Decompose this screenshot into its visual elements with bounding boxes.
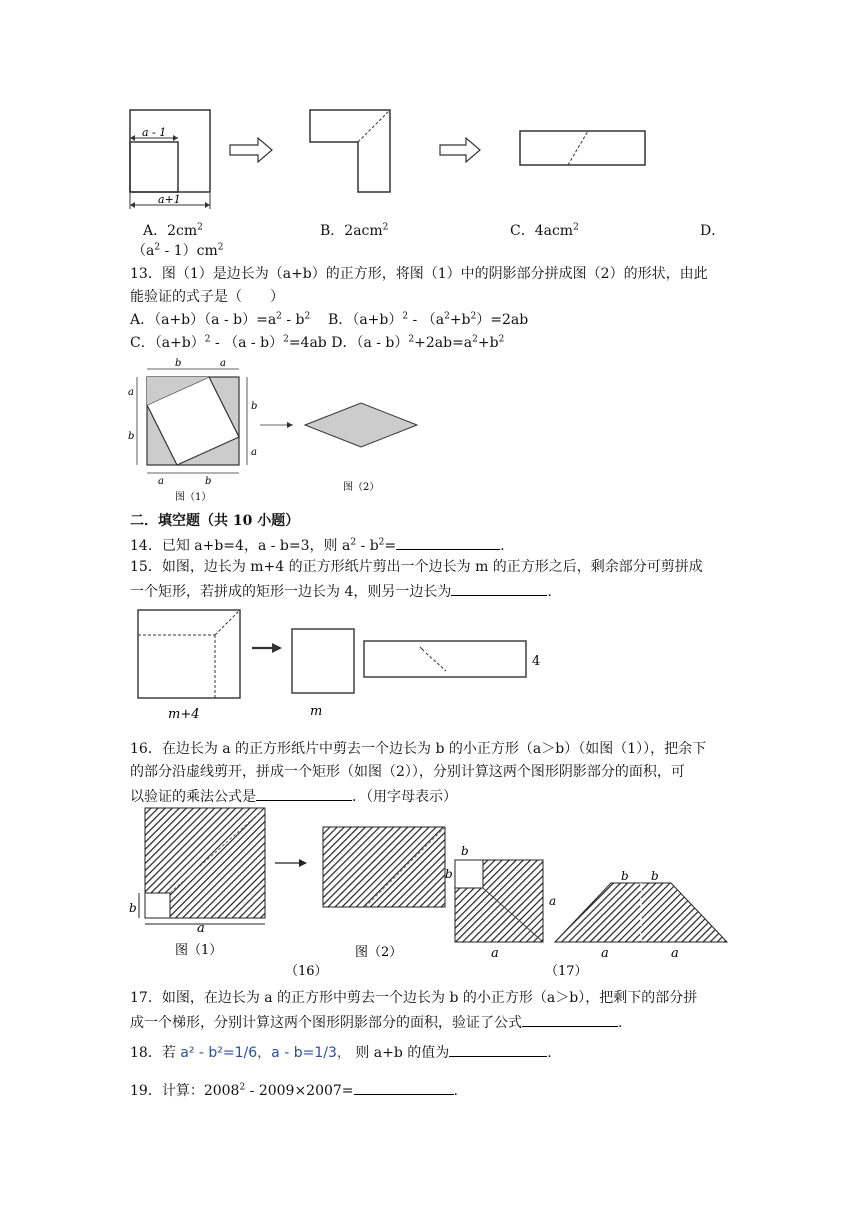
q16-q17-figure xyxy=(125,805,735,980)
q13-figure xyxy=(125,357,425,507)
q13-option-d: D．$(a - b)^2+2ab=a^2+b^2$ xyxy=(331,334,505,351)
q13-options-cd xyxy=(130,334,504,352)
q13-dim-right-b: b xyxy=(251,401,258,412)
q13-fig1-caption: 图（1） xyxy=(175,492,212,503)
section-title: 二．填空题（共 10 小题） xyxy=(130,513,300,529)
q16-caption: （16） xyxy=(285,964,328,979)
q14: 14．已知 a+b=4，a - b=3，则 $a^2 - b^2=$ . xyxy=(130,535,505,555)
q15-answer-blank[interactable] xyxy=(451,581,547,596)
q17-square-label-a-bottom: a xyxy=(491,946,499,961)
q12-option-b: B．2acm$^2$ xyxy=(320,222,389,239)
q13-option-b: B．$(a+b)^2 - (a^2+b^2)=2ab$ xyxy=(328,311,529,328)
q18: 18．若 a² - b²=1/6，a - b=1/3， 则 a+b 的值为 . xyxy=(130,1042,552,1062)
q15-figure xyxy=(130,605,550,720)
q13-dim-left-b: b xyxy=(128,431,135,442)
q12-label-top: a - 1 xyxy=(142,126,167,139)
q13-option-c: C．$(a+b)^2 - (a - b)^2=4ab$ xyxy=(130,334,327,351)
q13-dim-bottom-b: b xyxy=(205,476,212,487)
q13-fig2-caption: 图（2） xyxy=(343,482,380,493)
q12-option-d-cont: $(a^2 - 1)cm^2$ xyxy=(132,242,224,259)
q17-line-1: 17．如图，在边长为 a 的正方形中剪去一个边长为 b 的小正方形（a＞b），把剩下的部分拼 xyxy=(130,990,698,1006)
q13-dim-left-a: a xyxy=(128,387,134,398)
q13-option-a: A．$(a+b)(a - b)=a^2 - b^2$ xyxy=(130,311,311,328)
q18-condition: a² - b²=1/6，a - b=1/3， xyxy=(180,1045,351,1061)
q16-line-1: 16．在边长为 a 的正方形纸片中剪去一个边长为 b 的小正方形（a＞b）（如图（1）），把余下 xyxy=(130,741,707,757)
q15-label-m4: m+4 xyxy=(168,707,200,720)
q17-trap-label-a-2: a xyxy=(671,946,679,961)
q18-answer-blank[interactable] xyxy=(449,1042,547,1057)
q17-caption: （17） xyxy=(545,964,588,979)
q15-line-2: 一个矩形，若拼成的矩形一边长为 4，则另一边长为 . xyxy=(130,581,552,601)
q17-line-2: 成一个梯形，分别计算这两个图形阴影部分的面积，验证了公式 . xyxy=(130,1012,622,1032)
q17-trap-label-b-1: b xyxy=(621,869,629,883)
q13-stem-2: 能验证的式子是（ ） xyxy=(130,289,284,305)
q15-label-4: 4 xyxy=(532,654,541,669)
q13-dim-right-a: a xyxy=(251,447,257,458)
q12-option-a: A．$2cm^2$ xyxy=(143,222,203,239)
q19-answer-blank[interactable] xyxy=(354,1080,454,1095)
q16-line-2: 的部分沿虚线剪开，拼成一个矩形（如图（2）），分别计算这两个图形阴影部分的面积，可 xyxy=(130,764,685,780)
q12-figure xyxy=(120,105,680,215)
q16-fig1-caption: 图（1） xyxy=(175,943,223,958)
q17-trap-label-b-2: b xyxy=(651,869,659,883)
q17-square-label-a-side: a xyxy=(549,894,557,908)
q12-option-d: D． xyxy=(700,223,726,239)
q16-fig1-label-a: a xyxy=(197,921,205,936)
q12-label-bottom: a+1 xyxy=(158,193,181,206)
q14-answer-blank[interactable] xyxy=(396,535,500,550)
q16-answer-blank[interactable] xyxy=(256,786,352,801)
q13-dim-top-a: a xyxy=(220,358,226,369)
q16-fig2-caption: 图（2） xyxy=(355,945,403,960)
q12-option-c: C．4acm$^2$ xyxy=(510,222,579,239)
q13-options-ab xyxy=(130,311,528,329)
q17-square-label-b-top: b xyxy=(461,844,469,858)
q13-stem-1: 13．图（1）是边长为（a+b）的正方形，将图（1）中的阴影部分拼成图（2）的形状，由此 xyxy=(130,266,708,282)
q17-square-label-b-side: b xyxy=(445,867,453,881)
q13-dim-top-b: b xyxy=(175,358,182,369)
q16-fig1-label-b: b xyxy=(129,901,137,915)
q13-dim-bottom-a: a xyxy=(158,476,164,487)
q16-line-3: 以验证的乘法公式是 ．（用字母表示） xyxy=(130,786,457,806)
q15-line-1: 15．如图，边长为 m+4 的正方形纸片剪出一个边长为 m 的正方形之后，剩余部分可剪拼成 xyxy=(130,559,703,575)
q15-label-m: m xyxy=(310,704,323,719)
q19: 19．计算：2008$^2$ - 2009×2007= . xyxy=(130,1080,458,1100)
q17-answer-blank[interactable] xyxy=(522,1012,618,1027)
q17-trap-label-a-1: a xyxy=(601,946,609,961)
